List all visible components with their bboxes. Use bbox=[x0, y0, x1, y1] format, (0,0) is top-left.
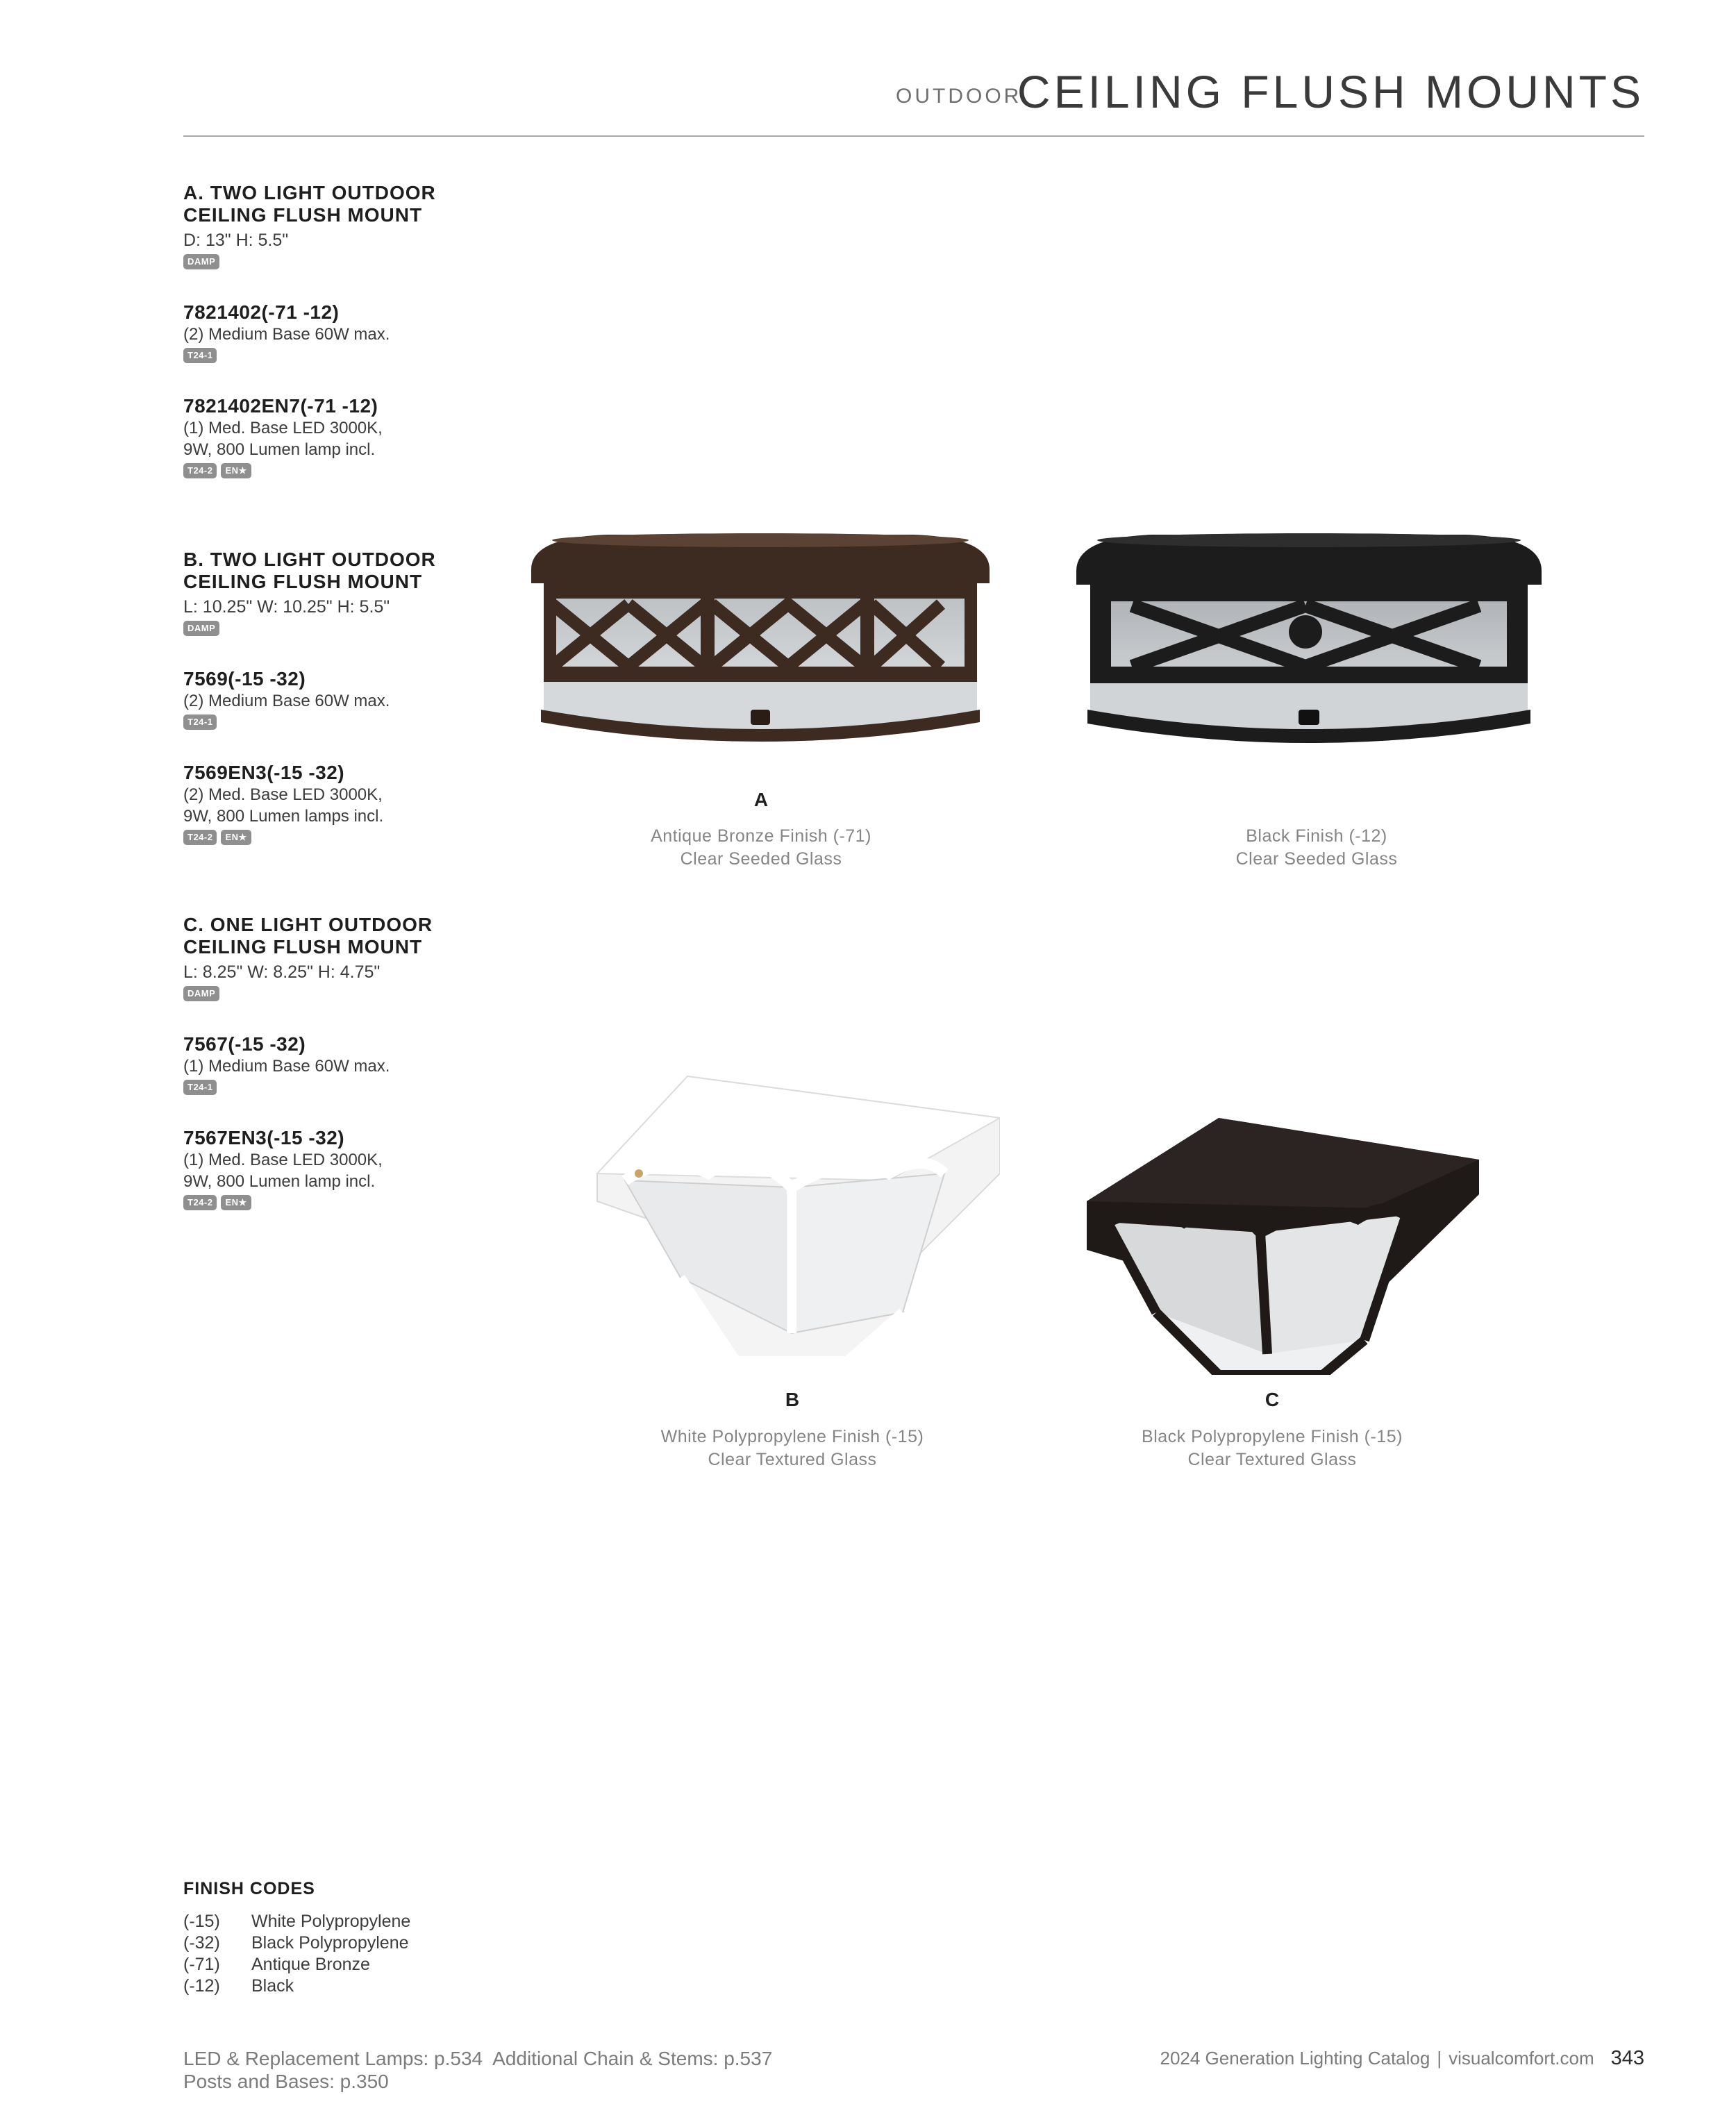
title24-badge: T24-1 bbox=[183, 1080, 217, 1095]
finish-codes-title: FINISH CODES bbox=[183, 1879, 315, 1898]
title24-badge: T24-2 bbox=[183, 463, 217, 478]
product-title: CEILING FLUSH MOUNT bbox=[183, 936, 423, 958]
finish-code-row bbox=[183, 1932, 409, 1954]
energy-star-badge: EN★ bbox=[221, 830, 251, 845]
product-title: A. TWO LIGHT OUTDOOR bbox=[183, 182, 436, 203]
finish-code: (-15) bbox=[183, 1912, 220, 1931]
product-dimensions: L: 8.25" W: 8.25" H: 4.75" bbox=[183, 962, 381, 982]
website-link[interactable]: visualcomfort.com bbox=[1449, 2048, 1594, 2069]
lamp-description: (1) Medium Base 60W max. bbox=[183, 1057, 390, 1076]
footer-references bbox=[183, 2047, 772, 2093]
image-caption-a bbox=[553, 825, 969, 871]
image-caption-a2 bbox=[1108, 825, 1525, 871]
sku: 7567EN3(-15 -32) bbox=[183, 1127, 345, 1148]
sku: 7569EN3(-15 -32) bbox=[183, 762, 345, 783]
damp-rating-badge: DAMP bbox=[183, 621, 219, 636]
finish-name: White Polypropylene bbox=[251, 1912, 411, 1931]
product-letter: A bbox=[753, 789, 769, 810]
finish-caption: Black Finish (-12) bbox=[1246, 826, 1387, 846]
page-number: 343 bbox=[1610, 2047, 1644, 2069]
variant-spec bbox=[183, 1033, 503, 1096]
catalog-name: 2024 Generation Lighting Catalog bbox=[1160, 2048, 1430, 2069]
finish-caption: White Polypropylene Finish (-15) bbox=[660, 1427, 924, 1446]
finish-name: Black Polypropylene bbox=[251, 1933, 409, 1953]
image-caption-b bbox=[584, 1426, 1001, 1471]
title24-badge: T24-2 bbox=[183, 1195, 217, 1210]
sku: 7567(-15 -32) bbox=[183, 1033, 306, 1055]
damp-rating-badge: DAMP bbox=[183, 254, 219, 269]
footer-reference-line: Posts and Bases: p.350 bbox=[183, 2071, 389, 2092]
title24-badge: T24-1 bbox=[183, 348, 217, 363]
variant-spec bbox=[183, 395, 503, 480]
finish-caption: Antique Bronze Finish (-71) bbox=[651, 826, 871, 846]
variant-spec bbox=[183, 1127, 503, 1212]
lamp-description: 9W, 800 Lumen lamps incl. bbox=[183, 807, 384, 826]
footer-reference-line: LED & Replacement Lamps: p.534 Additional Chain & Stems: p.537 bbox=[183, 2048, 773, 2069]
sku: 7821402EN7(-71 -12) bbox=[183, 395, 378, 417]
section-label: OUTDOOR bbox=[896, 85, 1022, 108]
finish-name: Antique Bronze bbox=[251, 1955, 370, 1974]
finish-name: Black bbox=[251, 1976, 294, 1996]
variant-spec bbox=[183, 301, 503, 365]
finish-code-row bbox=[183, 1975, 294, 1997]
finish-caption: Black Polypropylene Finish (-15) bbox=[1142, 1427, 1403, 1446]
product-spec-c bbox=[183, 914, 503, 1003]
header-divider bbox=[183, 135, 1644, 137]
footer-separator: | bbox=[1437, 2048, 1442, 2069]
footer-catalog-info bbox=[1160, 2047, 1644, 2070]
product-image-black bbox=[1069, 528, 1549, 764]
glass-caption: Clear Seeded Glass bbox=[1235, 849, 1398, 869]
lamp-description: 9W, 800 Lumen lamp incl. bbox=[183, 440, 376, 459]
lamp-description: (2) Med. Base LED 3000K, bbox=[183, 785, 383, 804]
damp-rating-badge: DAMP bbox=[183, 986, 219, 1001]
finish-code-row bbox=[183, 1911, 410, 1932]
sku: 7821402(-71 -12) bbox=[183, 301, 340, 323]
product-image-antique-bronze bbox=[524, 528, 996, 764]
energy-star-badge: EN★ bbox=[221, 463, 251, 478]
sku: 7569(-15 -32) bbox=[183, 668, 306, 690]
lamp-description: (2) Medium Base 60W max. bbox=[183, 325, 390, 344]
product-spec-b bbox=[183, 549, 503, 637]
product-title: B. TWO LIGHT OUTDOOR bbox=[183, 549, 436, 570]
finish-code: (-71) bbox=[183, 1955, 220, 1974]
title24-badge: T24-2 bbox=[183, 830, 217, 845]
product-image-black-polypropylene bbox=[1080, 1111, 1483, 1375]
product-letter: B bbox=[785, 1389, 800, 1410]
title24-badge: T24-1 bbox=[183, 715, 217, 730]
glass-caption: Clear Textured Glass bbox=[1187, 1450, 1357, 1469]
variant-spec bbox=[183, 762, 503, 846]
finish-code: (-12) bbox=[183, 1976, 220, 1996]
product-spec-a bbox=[183, 182, 503, 271]
glass-caption: Clear Textured Glass bbox=[708, 1450, 877, 1469]
product-title: CEILING FLUSH MOUNT bbox=[183, 571, 423, 592]
product-dimensions: L: 10.25" W: 10.25" H: 5.5" bbox=[183, 597, 390, 617]
product-dimensions: D: 13" H: 5.5" bbox=[183, 231, 289, 250]
lamp-description: (1) Med. Base LED 3000K, bbox=[183, 419, 383, 437]
variant-spec bbox=[183, 668, 503, 731]
finish-code-row bbox=[183, 1954, 370, 1975]
image-caption-c bbox=[1064, 1426, 1480, 1471]
lamp-description: (2) Medium Base 60W max. bbox=[183, 692, 390, 710]
energy-star-badge: EN★ bbox=[221, 1195, 251, 1210]
product-title: C. ONE LIGHT OUTDOOR bbox=[183, 914, 433, 935]
product-letter: C bbox=[1265, 1389, 1280, 1410]
finish-code: (-32) bbox=[183, 1933, 220, 1953]
page-title: CEILING FLUSH MOUNTS bbox=[1017, 66, 1644, 117]
lamp-description: (1) Med. Base LED 3000K, bbox=[183, 1151, 383, 1169]
glass-caption: Clear Seeded Glass bbox=[680, 849, 842, 869]
product-image-white-polypropylene bbox=[583, 1069, 1000, 1375]
product-title: CEILING FLUSH MOUNT bbox=[183, 204, 423, 226]
lamp-description: 9W, 800 Lumen lamp incl. bbox=[183, 1172, 376, 1191]
